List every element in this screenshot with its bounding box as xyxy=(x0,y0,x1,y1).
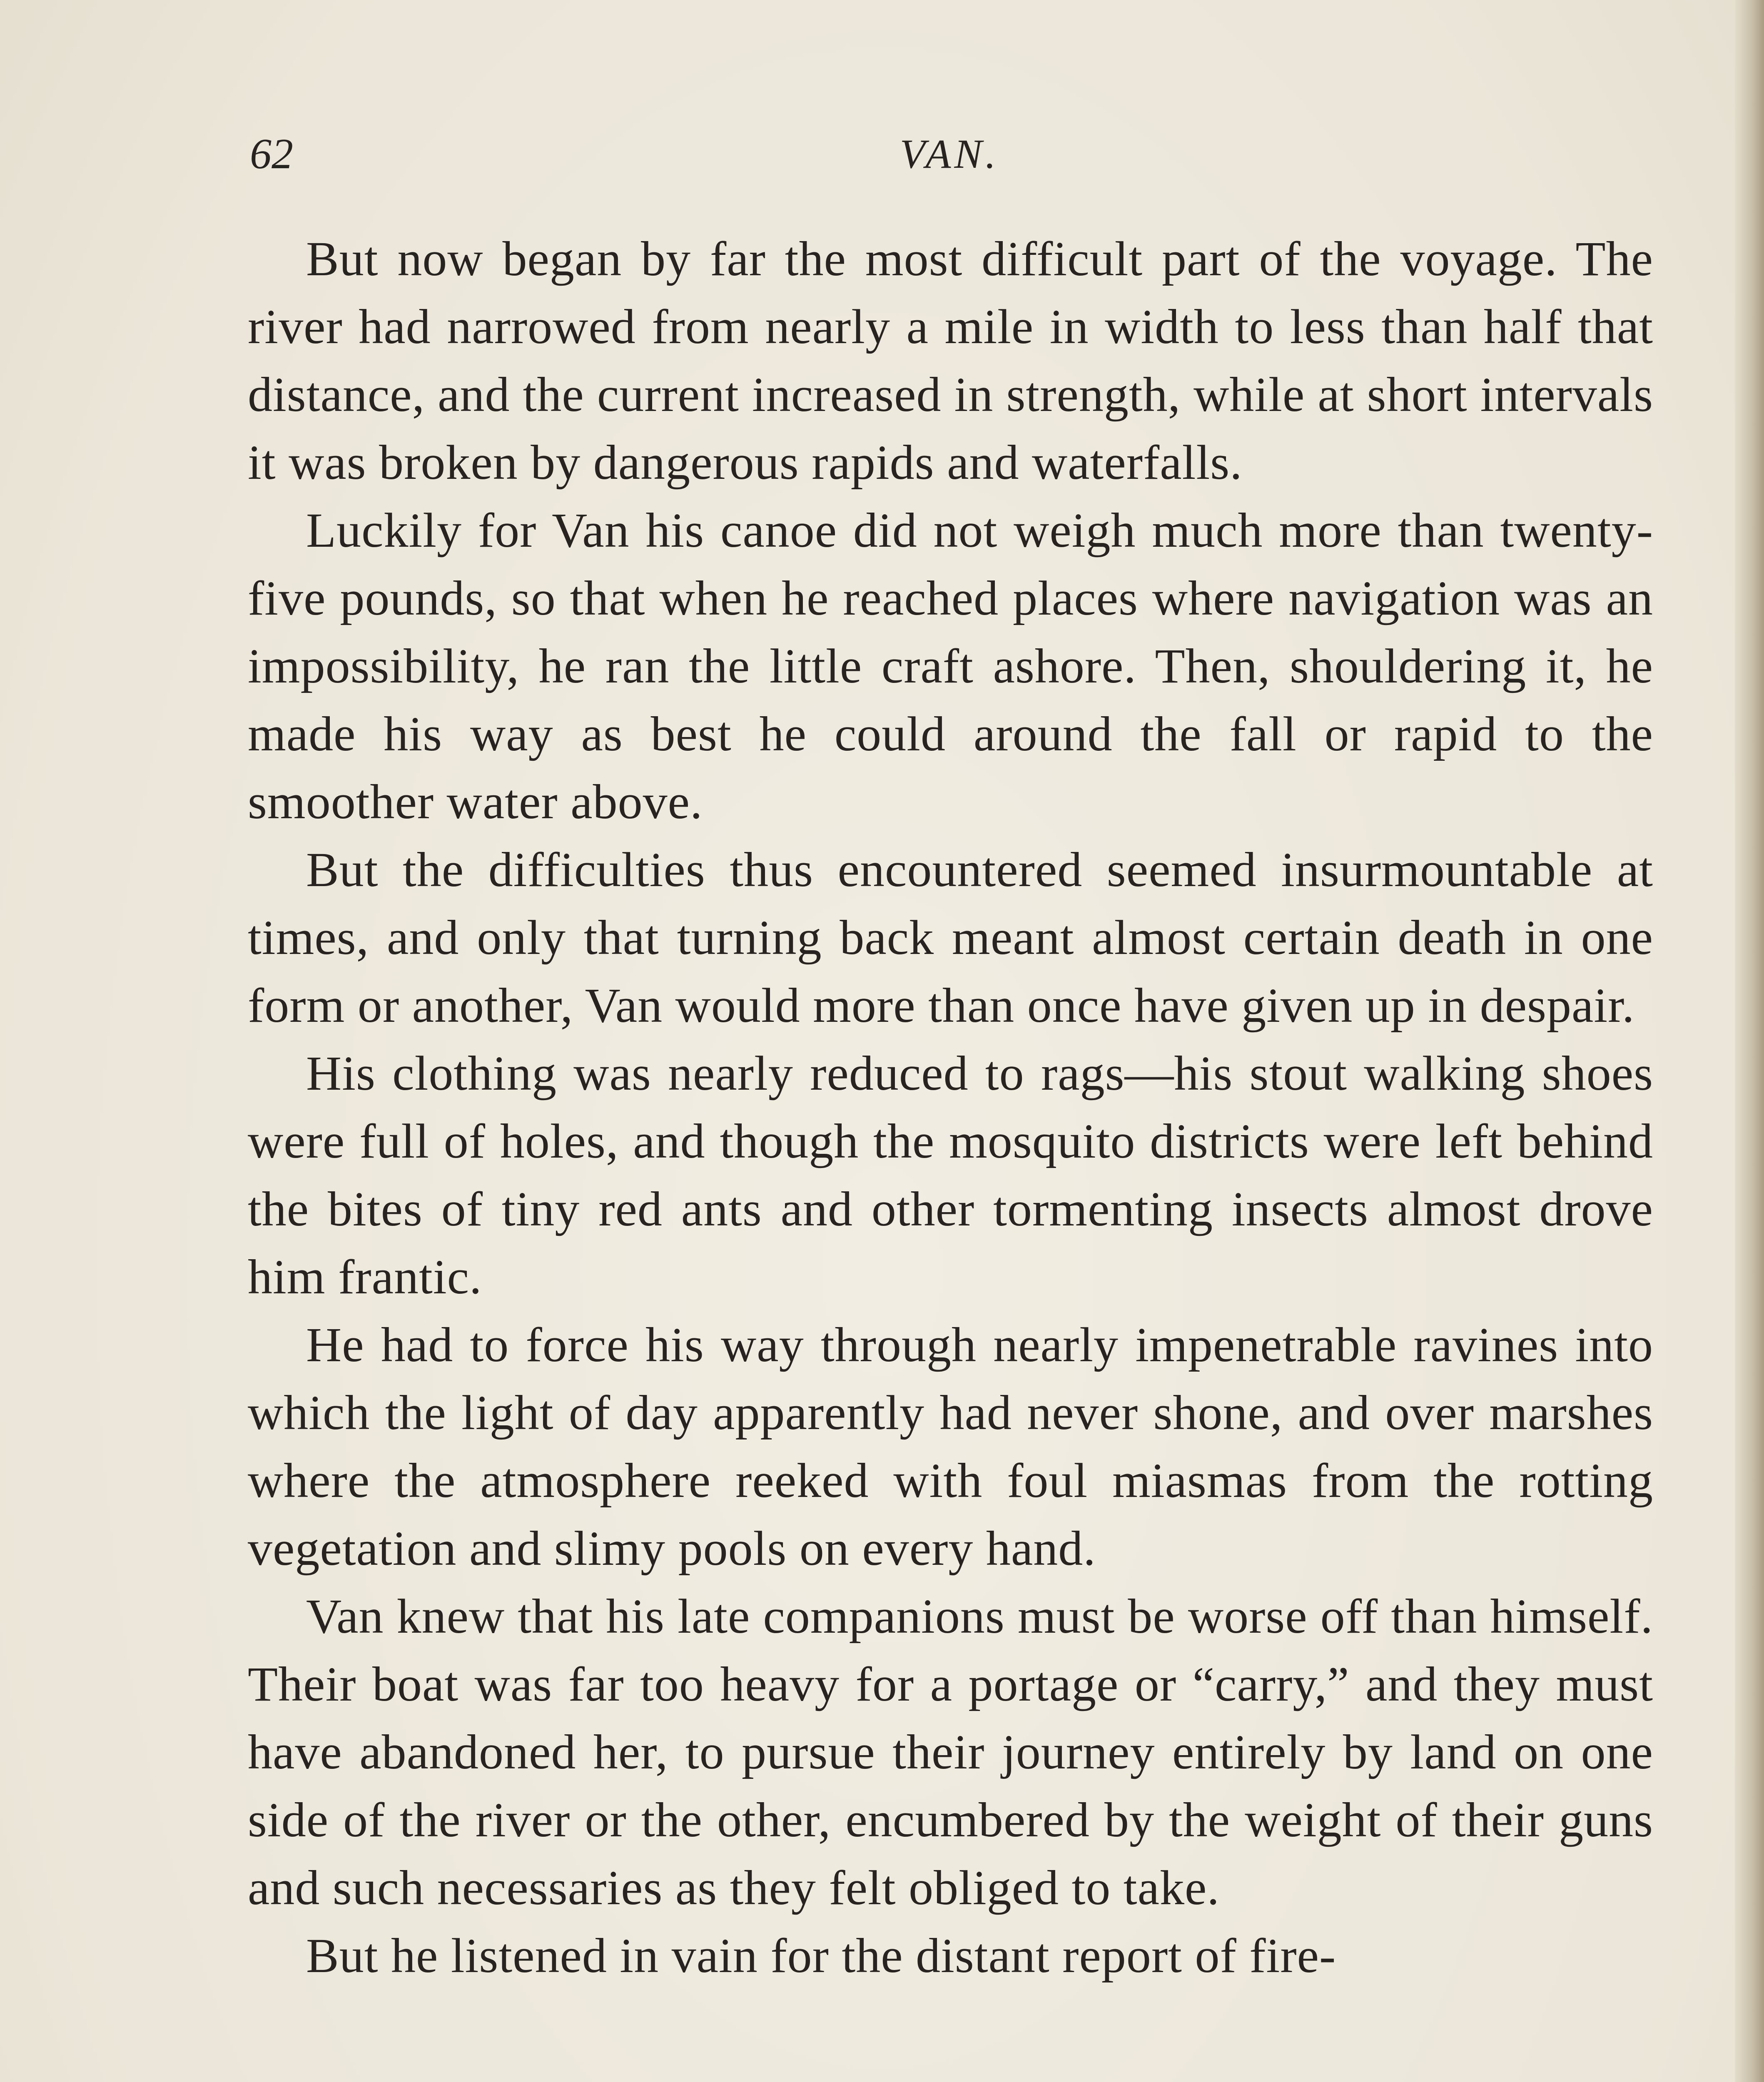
running-head xyxy=(246,125,1653,183)
paragraph: But the difficulties thus encountered seemed insurmountable at times, and only that turning back meant almost certain death in one form or another, Van would more than once have given up in despair. xyxy=(248,842,1653,1033)
paragraph: But now began by far the most difficult part of the voyage. The river had narrowed from nearly a mile in width to less than half that distance, and the current increased in strength, while at short intervals it was broken by dangerous rapids and waterfalls. xyxy=(248,232,1653,490)
page-edge-shadow xyxy=(1735,0,1764,2082)
paragraph: He had to force his way through nearly impenetrable ravines into which the light of day apparently had never shone, and over marshes where the atmosphere reeked with foul miasmas from the rotting vegetation and slimy pools on every hand. xyxy=(248,1317,1653,1576)
body-text xyxy=(248,225,1653,1990)
paragraph: But he listened in vain for the distant report of fire- xyxy=(306,1928,1336,1983)
running-title: VAN. xyxy=(899,131,999,177)
paragraph: His clothing was nearly reduced to rags—his stout walking shoes were full of holes, and though the mosquito districts were left behind the bites of tiny red ants and other tormenting insects almost drove him frantic. xyxy=(248,1046,1653,1304)
paragraph: Van knew that his late companions must be worse off than himself. Their boat was far too heavy for a portage or “carry,” and they must have abandoned her, to pursue their journey entirely by land on one side of the river or the other, encumbered by the weight of their guns and such necessaries as they felt obliged to take. xyxy=(248,1589,1653,1915)
page-number: 62 xyxy=(250,130,293,178)
paragraph: Luckily for Van his canoe did not weigh much more than twenty-five pounds, so that when he reached places where navigation was an impossibility, he ran the little craft ashore. Then, shouldering it, he made his way as best he could around the fall or rapid to the smoother water above. xyxy=(248,503,1653,829)
